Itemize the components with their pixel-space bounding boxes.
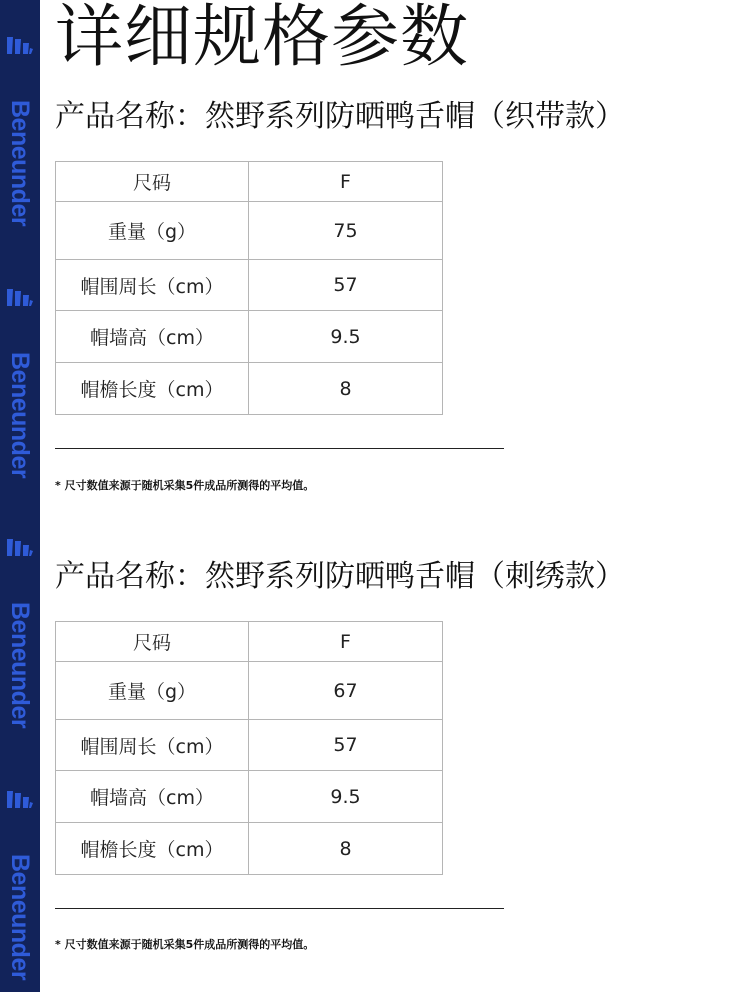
brand-strip bbox=[0, 0, 40, 992]
spec-label: 重量（g） bbox=[56, 662, 249, 720]
spec-value: 8 bbox=[249, 823, 443, 875]
measurement-note: * 尺寸数值来源于随机采集5件成品所测得的平均值。 bbox=[55, 479, 315, 492]
section-divider bbox=[55, 448, 504, 449]
table-header-cell: F bbox=[249, 622, 443, 662]
beneunder-logo-icon bbox=[6, 538, 34, 558]
table-row bbox=[56, 771, 443, 823]
page-title: 详细规格参数 bbox=[55, 0, 470, 77]
spec-label: 帽墙高（cm） bbox=[56, 771, 249, 823]
brand-wordmark: Beneunder bbox=[6, 854, 34, 981]
table-header-cell: F bbox=[249, 162, 443, 202]
brand-wordmark: Beneunder bbox=[6, 602, 34, 729]
spec-value: 9.5 bbox=[249, 771, 443, 823]
table-row bbox=[56, 311, 443, 363]
spec-value: 67 bbox=[249, 662, 443, 720]
spec-value: 57 bbox=[249, 720, 443, 771]
spec-label: 帽墙高（cm） bbox=[56, 311, 249, 363]
brand-mark bbox=[0, 538, 40, 738]
table-row bbox=[56, 202, 443, 260]
beneunder-logo-icon bbox=[6, 36, 34, 56]
table-header-cell: 尺码 bbox=[56, 622, 249, 662]
table-row bbox=[56, 260, 443, 311]
spec-value: 57 bbox=[249, 260, 443, 311]
table-header-cell: 尺码 bbox=[56, 162, 249, 202]
spec-value: 8 bbox=[249, 363, 443, 415]
product-name: 产品名称：然野系列防晒鸭舌帽（织带款） bbox=[55, 99, 625, 134]
spec-value: 9.5 bbox=[249, 311, 443, 363]
spec-label: 帽围周长（cm） bbox=[56, 720, 249, 771]
table-row bbox=[56, 363, 443, 415]
table-row bbox=[56, 823, 443, 875]
brand-mark bbox=[0, 36, 40, 236]
spec-table bbox=[55, 621, 443, 875]
brand-wordmark: Beneunder bbox=[6, 352, 34, 479]
beneunder-logo-icon bbox=[6, 790, 34, 810]
beneunder-logo-icon bbox=[6, 288, 34, 308]
section-divider bbox=[55, 908, 504, 909]
spec-label: 重量（g） bbox=[56, 202, 249, 260]
spec-value: 75 bbox=[249, 202, 443, 260]
brand-mark bbox=[0, 288, 40, 488]
table-row bbox=[56, 720, 443, 771]
spec-label: 帽檐长度（cm） bbox=[56, 823, 249, 875]
spec-table bbox=[55, 161, 443, 415]
measurement-note: * 尺寸数值来源于随机采集5件成品所测得的平均值。 bbox=[55, 938, 315, 951]
brand-wordmark: Beneunder bbox=[6, 100, 34, 227]
table-header-row bbox=[56, 162, 443, 202]
table-row bbox=[56, 662, 443, 720]
spec-label: 帽围周长（cm） bbox=[56, 260, 249, 311]
table-header-row bbox=[56, 622, 443, 662]
product-name: 产品名称：然野系列防晒鸭舌帽（刺绣款） bbox=[55, 559, 625, 594]
spec-label: 帽檐长度（cm） bbox=[56, 363, 249, 415]
brand-mark bbox=[0, 790, 40, 990]
